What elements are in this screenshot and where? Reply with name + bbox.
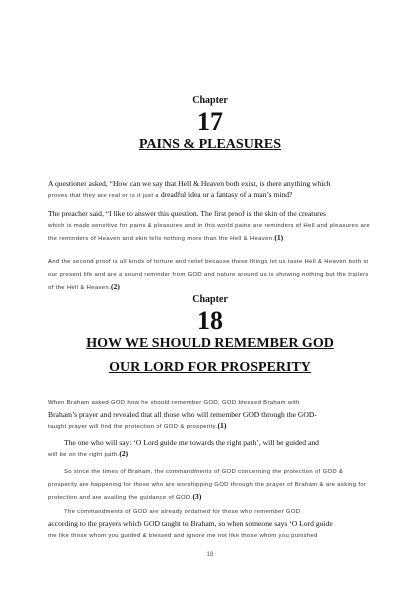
- chapter-17-paragraph-2: [48, 208, 372, 245]
- paragraph-text: Braham’s prayer and revealed that all those who will remember GOD through the GOD-: [48, 410, 317, 419]
- footnote-ref: (1): [274, 233, 284, 242]
- chapter-18-title-line-2: OUR LORD FOR PROSPERITY: [109, 360, 311, 375]
- paragraph-text: me like those whom you guided & blessed and ignore me not like those whom you punished: [48, 533, 318, 539]
- paragraph-text: taught prayer will find the protection of GOD & prosperity.: [48, 424, 218, 430]
- paragraph-text: The commandments of GOD are already ordained for those who remember GOD: [64, 509, 301, 515]
- footnote-ref: (2): [111, 282, 120, 291]
- paragraph-text: dreadful idea or a fantasy of a man’s mind?: [158, 190, 293, 199]
- chapter-18-number: 18: [197, 306, 223, 335]
- paragraph-text: will be on the right path.: [48, 452, 120, 458]
- paragraph-text: The one who will say: ‘O Lord guide me towards the right path’, will be guided and: [64, 438, 319, 447]
- paragraph-text: When Braham asked GOD how he should remember GOD, GOD blessed Braham with: [48, 400, 300, 406]
- chapter-18-label: Chapter: [192, 294, 228, 305]
- chapter-17-label: Chapter: [192, 95, 228, 106]
- chapter-17-title: PAINS & PLEASURES: [138, 137, 282, 152]
- chapter-18-paragraph-1: [48, 396, 372, 433]
- chapter-18-paragraph-2: [48, 437, 372, 461]
- chapter-18-paragraph-4: [48, 505, 372, 542]
- footnote-ref: (1): [217, 421, 227, 430]
- paragraph-text: So since the times of Braham, the commandments of GOD concerning the protection of GOD & prosperity are happening for those who are worshipping GOD through the prayer of Braham & are asking for protection and are availing the guidance of GOD.: [48, 469, 367, 501]
- paragraph-text: And the second proof is all kinds of torture and relief because these things let us taste Hell & Heaven both in our present life and are a sound reminder from GOD and nature around us is showing nothing but the trailers of the Hell & Heaven.: [48, 259, 369, 291]
- chapter-17-number: 17: [197, 107, 223, 136]
- paragraph-text: proves that they are real or is it just a: [48, 193, 159, 199]
- footnote-ref: (2): [119, 449, 129, 458]
- paragraph-text: A questioner asked, “How can we say that Hell & Heaven both exist, is there anything which: [48, 179, 331, 188]
- paragraph-text: The preacher said, “I like to answer this question. The first proof is the skin of the creatures: [48, 209, 326, 218]
- paragraph-text: according to the prayers which GOD taught to Braham, so when someone says ‘O Lord guide: [48, 519, 333, 528]
- chapter-17-paragraph-3: [48, 255, 372, 294]
- paragraph-text: which is made sensitive for pains & pleasures and in this world pains are reminders of Hell and pleasures are the reminders of Heaven and skin tells nothing more than the Hell & Heaven.: [48, 223, 371, 242]
- footnote-ref: (3): [192, 492, 202, 501]
- chapter-18-paragraph-3: [48, 465, 372, 504]
- chapter-17-paragraph-1: [48, 178, 372, 202]
- page-number: 18: [206, 552, 214, 558]
- chapter-18-title-line-1: HOW WE SHOULD REMEMBER GOD: [86, 336, 334, 351]
